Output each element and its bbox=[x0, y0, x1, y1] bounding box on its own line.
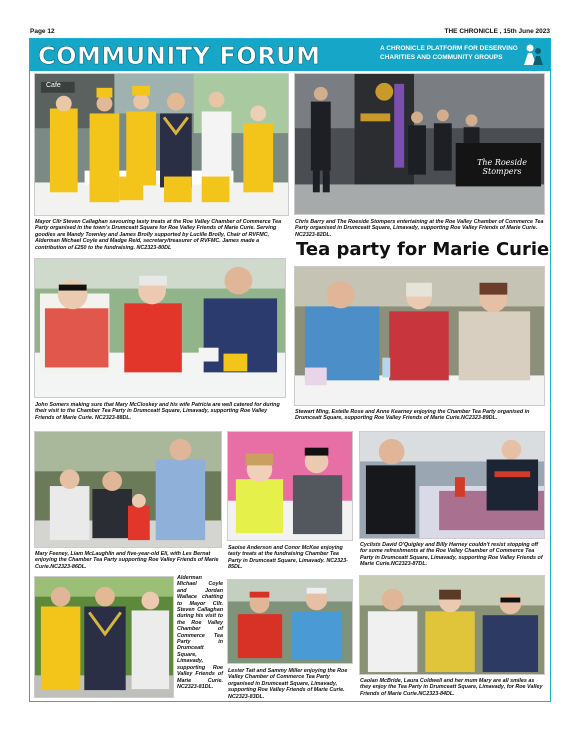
section-subtitle: A CHRONICLE PLATFORM FOR DESERVING CHARITIES AND COMMUNITY GROUPS bbox=[380, 45, 518, 61]
photo-saoise-conor bbox=[227, 431, 353, 541]
caption-photo-10: Caolan McBride, Laura Coldwell and her mum Mary are all smiles as they enjoy the Tea Party in Drumceatt Square, Limavady, for Roe Valley Friends of Marie Curie.NC2323-84DL. bbox=[360, 678, 543, 697]
community-people-icon bbox=[522, 43, 544, 67]
photo-mary-liam-eli-les bbox=[34, 431, 222, 548]
photo-alderman-mayor-jordan bbox=[34, 576, 174, 698]
photo-mayor-tea-party bbox=[34, 73, 289, 216]
page-number: Page 12 bbox=[30, 28, 55, 35]
band-banner-text: The Roeside Stompers bbox=[477, 158, 527, 176]
section-banner bbox=[30, 39, 550, 71]
photo-lester-sammy bbox=[227, 579, 353, 664]
caption-photo-5: Mary Feeney, Liam McLaughlin and five-year-old Eli, with Les Bernat enjoying the Chamber Tea Party supporting Roe Valley Friends of Marie Curie.NC2323-86DL. bbox=[35, 551, 219, 570]
photo-stewart-estelle-anne bbox=[294, 266, 545, 406]
article-heading: Tea party for Marie Curie bbox=[296, 239, 550, 260]
caption-photo-7: Cyclists David O'Quigley and Billy Harney couldn't resist stopping off for some refreshments at the Roe Valley Chamber of Commerce Tea Party in Drumceatt Square, Limavady, supporting Roe Valley Friends of Marie Curie.NC2323-87DL. bbox=[360, 542, 543, 568]
caption-photo-9: Lester Tait and Sammy Miller enjoying the Roe Valley Chamber of Commerce Tea Party organised in Drumceatt Square, Limavady, supporting Roe Valley Friends of Marie Curie. NC2323-83DL. bbox=[228, 668, 348, 700]
photo-john-somers bbox=[34, 258, 286, 398]
publication-dateline: THE CHRONICLE , 15th June 2023 bbox=[444, 28, 550, 35]
caption-photo-6: Saoise Anderson and Conor McKee enjoying tasty treats at the fundraising Chamber Tea Party in Drumceatt Square, Limavady. NC2323-85DL. bbox=[228, 545, 348, 571]
photo-roeside-stompers bbox=[294, 73, 545, 215]
cafe-sign: Cafe bbox=[46, 82, 61, 89]
photo-cyclists bbox=[359, 431, 545, 539]
caption-photo-2: Chris Barry and The Roeside Stompers entertaining at the Roe Valley Chamber of Commerce Tea Party organised in Drumceatt Square, Limavady, supporting Roe Valley Friends of Marie Curie. NC2323-82DL. bbox=[295, 219, 544, 238]
caption-photo-1: Mayor Cllr Steven Callaghan savouring tasty treats at the Roe Valley Chamber of Commerce Tea Party organised in the town's Drumceatt Square for Roe Valley Friends of Marie Curie. Serving goodies are Mandy Townley and James Brolly supported by Lucille Brolly, Chair of RVFMC, Alderman Michael Coyle and Madge Reid, secretary/treasurer of RVFMC. James made a contribution of £250 to the fundraising. NC2323-80DL bbox=[35, 219, 282, 251]
photo-caolan-laura-mary bbox=[359, 575, 545, 675]
caption-photo-4: Stewart Ming, Estelle Rose and Anne Kearney enjoying the Chamber Tea Party organised in Drumceatt Square, supporting Roe Valley Friends of Marie Curie.NC2323-89DL. bbox=[295, 409, 530, 422]
page-header bbox=[28, 26, 552, 38]
section-title: COMMUNITY FORUM bbox=[38, 42, 321, 70]
caption-photo-3: John Somers making sure that Mary McCloskey and his wife Patricia are well catered for during their visit to the Chamber Tea Party in Drumceatt Square, Limavady, supporting Roe Valley Friends of Marie Curie. NC2323-88DL. bbox=[35, 402, 280, 421]
caption-photo-8: Alderman Michael Coyle and Jordan Wallace chatting to Mayor Cllr. Steven Callaghan during his visit to the Roe Valley Chamber of Commerce Tea Party in Drumceatt Square, Limavady, supporting Roe Valley Friends of Marie Curie. NC2323-81DL. bbox=[177, 575, 223, 690]
